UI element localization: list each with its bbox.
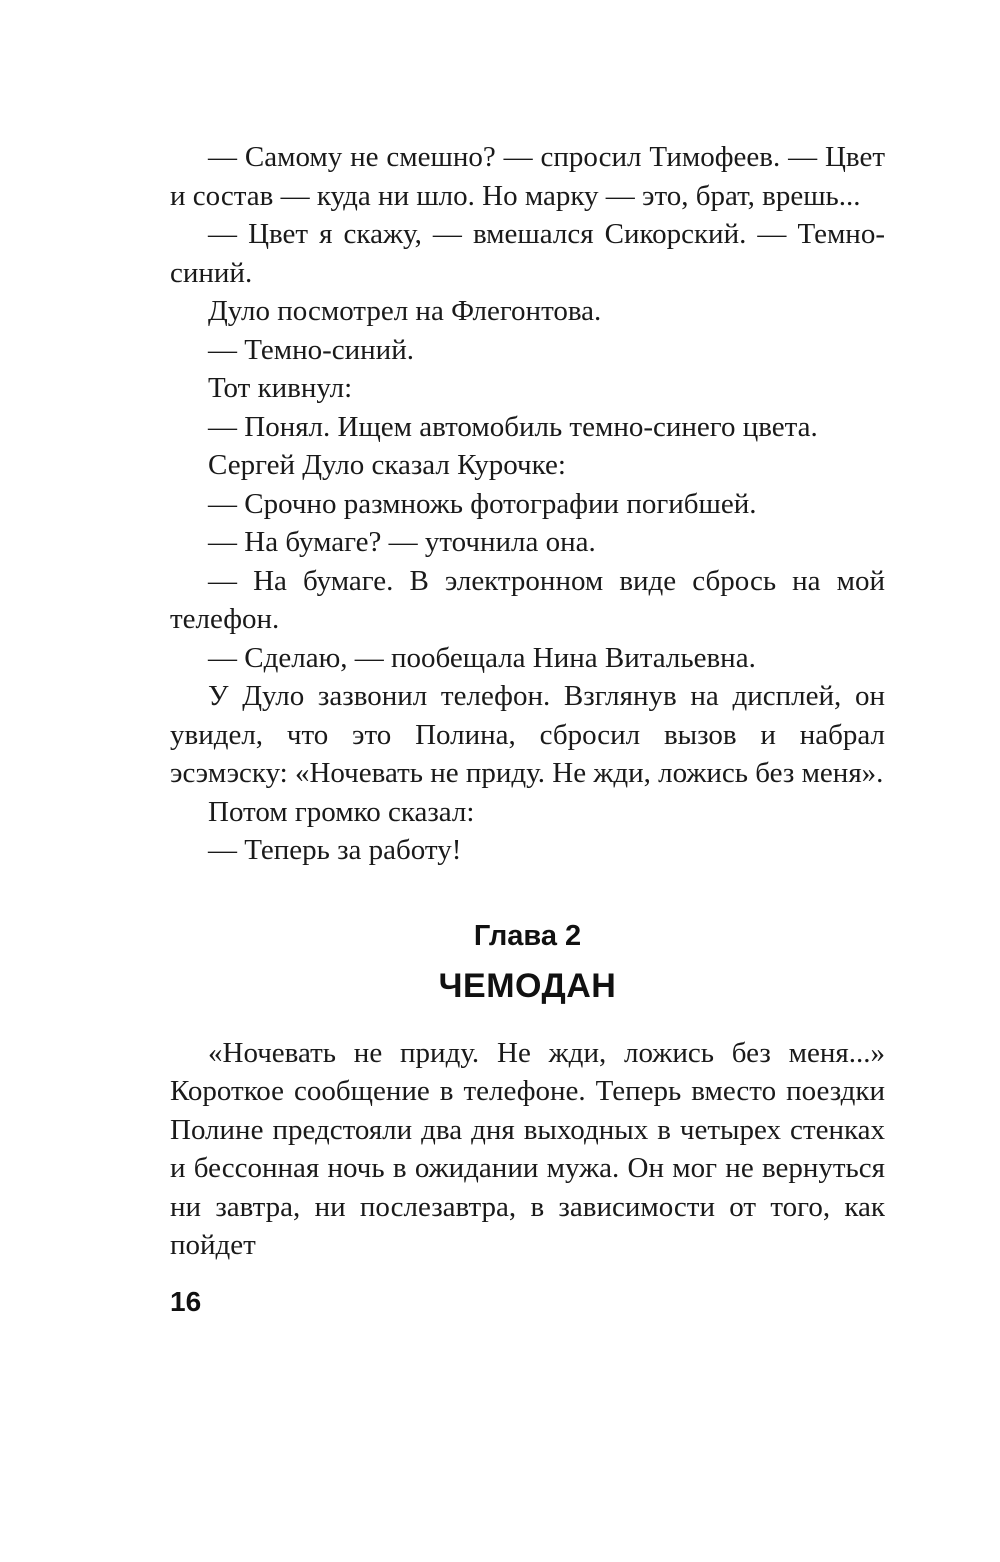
chapter-label: Глава 2 — [473, 919, 582, 952]
chapter-title: ЧЕМОДАН — [438, 966, 617, 1005]
paragraph: Тот кивнул: — [208, 372, 353, 404]
paragraph: — Срочно размножь фотографии погибшей. — [208, 487, 757, 520]
paragraph: — На бумаге? — уточнила она. — [208, 526, 596, 558]
paragraph: Потом громко сказал: — [208, 795, 475, 828]
paragraph: Дуло посмотрел на Флегонтова. — [208, 295, 602, 327]
page-number: 16 — [170, 1285, 202, 1317]
paragraph: — Самому не смешно? — спросил Тимофеев. — Цвет и состав — куда ни шло. Но марку — это, брат, врешь... — [170, 141, 885, 212]
paragraph: — Сделаю, — пообещала Нина Витальевна. — [208, 641, 756, 674]
paragraph: — На бумаге. В электронном виде сбрось на мой телефон. — [170, 564, 885, 635]
paragraph: У Дуло зазвонил телефон. Взглянув на дисплей, он увидел, что это Полина, сбросил вызов и набрал эсэмэску: «Ночевать не приду. Не жди, ложись без меня». — [170, 680, 885, 789]
paragraph: — Понял. Ищем автомобиль темно-синего цвета. — [208, 410, 818, 443]
paragraph: «Ночевать не приду. Не жди, ложись без меня...» Короткое сообщение в телефоне. Теперь вместо поездки Полине предстояли два дня выходных в четырех стенках и бессонная ночь в ожидании мужа. Он мог не вернуться ни завтра, ни послезавтра, в зависимости от того, как пойдет — [170, 1036, 885, 1261]
paragraph: — Темно-синий. — [208, 333, 414, 366]
paragraph: — Теперь за работу! — [208, 834, 462, 866]
chapter-heading — [170, 916, 885, 1006]
paragraph: — Цвет я скажу, — вмешался Сикорский. — Темно-синий. — [170, 218, 885, 289]
body-text — [170, 138, 885, 1265]
paragraph: Сергей Дуло сказал Курочке: — [208, 449, 566, 481]
